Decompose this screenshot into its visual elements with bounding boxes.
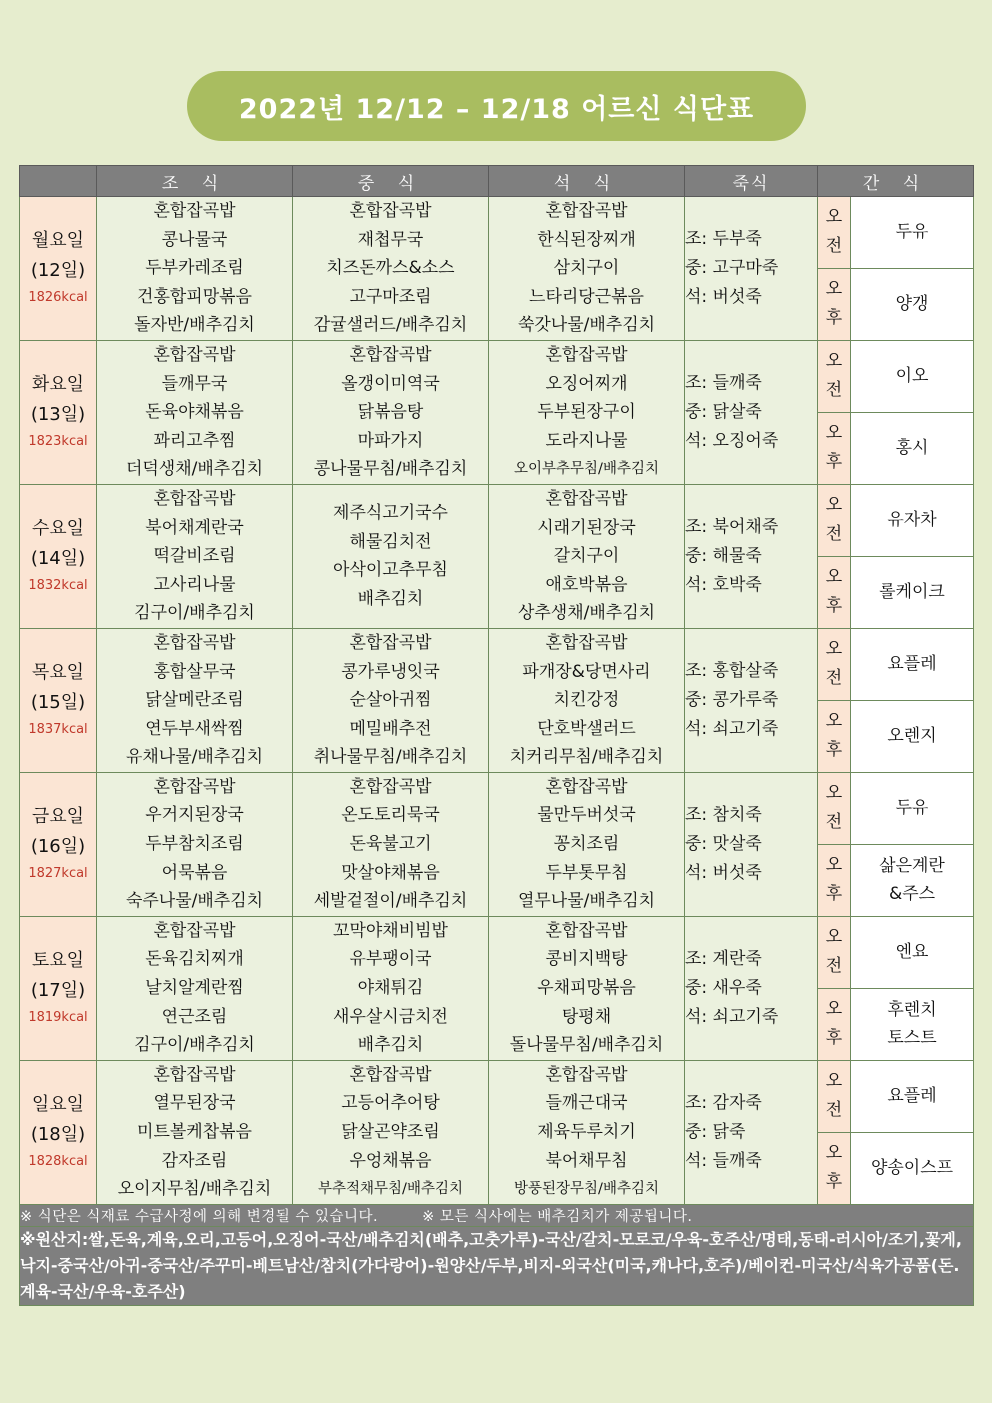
dish-item: 배추김치 (357, 589, 424, 610)
pm-label-char: 후 (825, 884, 843, 905)
day-cell (20, 484, 97, 628)
am-label (818, 484, 851, 556)
dish-item: 한식된장찌개 (537, 229, 636, 250)
dish-item: 혼합잡곡밥 (545, 344, 628, 365)
porridge-item: 조: 홍합살죽 (685, 660, 779, 681)
am-label-char: 오 (825, 207, 843, 228)
dish-item: 숙주나물/배추김치 (125, 891, 264, 912)
porridge-cell (685, 916, 818, 1060)
dish-item: 제주식고기국수 (333, 503, 448, 524)
dish-item: 야채튀김 (357, 978, 424, 999)
am-snack-text: 두유 (895, 798, 929, 819)
am-label (818, 340, 851, 412)
pm-label-char: 후 (825, 740, 843, 761)
porridge-item: 조: 북어채죽 (685, 516, 779, 537)
porridge-cell (685, 340, 818, 484)
pm-label-char: 오 (825, 855, 843, 876)
header-snack: 간 식 (818, 166, 974, 197)
pm-label (818, 988, 851, 1060)
porridge-item: 석: 버섯죽 (685, 862, 762, 883)
header-breakfast: 조 식 (97, 166, 293, 197)
pm-snack-text: 삶은계란 (879, 856, 945, 877)
change-note-text: ※ 식단은 식재료 수급사정에 의해 변경될 수 있습니다. (20, 1208, 379, 1225)
day-name: 목요일 (31, 662, 85, 684)
breakfast-cell (97, 772, 293, 916)
dish-item: 콩나물국 (161, 229, 228, 250)
dish-item: 유채나물/배추김치 (125, 747, 264, 768)
dish-item: 고구마조림 (349, 286, 432, 307)
dish-item: 두부참치조림 (145, 834, 244, 855)
dish-item: 혼합잡곡밥 (153, 776, 236, 797)
porridge-item: 중: 새우죽 (685, 977, 762, 998)
am-label (818, 628, 851, 700)
lunch-cell (293, 197, 489, 341)
dish-item: 돌나물무침/배추김치 (509, 1035, 664, 1056)
pm-snack-text: 양송이스프 (870, 1158, 954, 1179)
header-dinner: 석 식 (489, 166, 685, 197)
pm-label-char: 후 (825, 1028, 843, 1049)
am-snack-text: 요플레 (887, 654, 937, 675)
dish-item: 혼합잡곡밥 (545, 776, 628, 797)
dish-item: 돌자반/배추김치 (134, 315, 255, 336)
am-label-char: 오 (825, 1071, 843, 1092)
pm-snack (851, 268, 974, 340)
dish-item: 마파가지 (357, 430, 424, 451)
dish-item: 쑥갓나물/배추김치 (517, 315, 656, 336)
dish-item: 애호박볶음 (545, 574, 628, 595)
day-date: (16일) (30, 836, 86, 858)
dish-item: 감자조림 (161, 1150, 228, 1171)
dish-item: 혼합잡곡밥 (153, 201, 236, 221)
dish-item: 꼬막야채비빔밥 (333, 920, 448, 941)
am-label (818, 772, 851, 844)
origin-row (20, 1226, 974, 1305)
dish-item: 세발겉절이/배추김치 (313, 891, 468, 912)
day-kcal: 1827kcal (28, 866, 88, 882)
dinner-cell (489, 628, 685, 772)
dish-item: 혼합잡곡밥 (545, 632, 628, 653)
dish-item: 닭볶음탕 (357, 402, 424, 423)
dinner-cell (489, 1060, 685, 1204)
breakfast-cell (97, 340, 293, 484)
day-cell (20, 772, 97, 916)
day-name: 수요일 (31, 518, 85, 540)
pm-label-char: 오 (825, 423, 843, 444)
dish-item: 해물김치전 (349, 531, 432, 552)
pm-snack (851, 988, 974, 1060)
day-date: (17일) (30, 980, 86, 1002)
dish-item: 혼합잡곡밥 (349, 201, 432, 221)
dish-item: 닭살곤약조림 (341, 1122, 440, 1142)
day-cell (20, 1060, 97, 1204)
day-date: (12일) (30, 260, 86, 282)
dish-item: 메밀배추전 (349, 718, 432, 739)
day-kcal: 1828kcal (28, 1154, 88, 1170)
pm-snack-text: 오렌지 (887, 726, 937, 747)
pm-snack-text: 후렌치 (887, 1000, 937, 1021)
dish-item: 두부카레조림 (145, 258, 244, 279)
am-snack (851, 772, 974, 844)
day-kcal: 1819kcal (28, 1010, 88, 1026)
am-label (818, 916, 851, 988)
header-lunch: 중 식 (293, 166, 489, 197)
dish-item: 치킨강정 (553, 690, 620, 711)
pm-snack (851, 556, 974, 628)
breakfast-cell (97, 1060, 293, 1204)
dish-item: 상추생채/배추김치 (517, 603, 656, 624)
dish-item: 물만두버섯국 (537, 805, 636, 826)
dish-item: 들깨무국 (161, 373, 228, 394)
am-label-char: 전 (825, 236, 843, 257)
pm-snack-text: 홍시 (895, 438, 929, 459)
day-kcal: 1823kcal (28, 434, 88, 450)
pm-snack-text: 토스트 (887, 1028, 937, 1049)
am-snack (851, 197, 974, 269)
am-label (818, 197, 851, 269)
weekly-menu-table (19, 165, 974, 1306)
dish-item: 닭살메란조림 (145, 690, 244, 711)
am-label-char: 오 (825, 495, 843, 516)
am-label-char: 오 (825, 639, 843, 660)
dish-item: 북어채무침 (545, 1150, 628, 1171)
porridge-item: 석: 쇠고기죽 (685, 1006, 779, 1027)
dish-item: 돈육야채볶음 (145, 402, 244, 423)
pm-label-char: 오 (825, 567, 843, 588)
dish-item: 꽈리고추찜 (153, 430, 236, 451)
day-cell (20, 197, 97, 341)
porridge-item: 조: 들깨죽 (685, 372, 762, 393)
dish-item: 단호박샐러드 (537, 718, 636, 739)
porridge-item: 조: 감자죽 (685, 1092, 762, 1113)
lunch-cell (293, 340, 489, 484)
pm-label (818, 1132, 851, 1204)
dish-item: 혼합잡곡밥 (349, 632, 432, 653)
am-label-char: 전 (825, 812, 843, 833)
pm-snack (851, 844, 974, 916)
day-row-am (20, 340, 974, 412)
dish-item: 배추김치 (357, 1035, 424, 1056)
day-row-am (20, 628, 974, 700)
dish-item: 오이부추무침/배추김치 (514, 461, 659, 478)
breakfast-cell (97, 197, 293, 341)
day-kcal: 1837kcal (28, 722, 88, 738)
dish-item: 연근조림 (161, 1006, 228, 1027)
dinner-cell (489, 340, 685, 484)
porridge-item: 조: 두부죽 (685, 228, 762, 249)
dish-item: 새우살시금치전 (333, 1006, 448, 1027)
am-label-char: 전 (825, 1100, 843, 1121)
day-row-am (20, 1060, 974, 1132)
dish-item: 홍합살무국 (153, 661, 236, 682)
day-name: 월요일 (31, 230, 85, 252)
pm-label (818, 556, 851, 628)
dish-item: 치즈돈까스&소스 (326, 258, 455, 279)
dinner-cell (489, 484, 685, 628)
breakfast-cell (97, 628, 293, 772)
pm-label (818, 268, 851, 340)
porridge-item: 석: 들깨죽 (685, 1150, 762, 1171)
porridge-item: 석: 쇠고기죽 (685, 718, 779, 739)
dish-item: 혼합잡곡밥 (153, 632, 236, 653)
porridge-item: 석: 오징어죽 (685, 430, 779, 451)
dish-item: 유부팽이국 (349, 949, 432, 970)
am-snack-text: 유자차 (887, 510, 937, 531)
day-name: 토요일 (31, 950, 85, 972)
dinner-cell (489, 916, 685, 1060)
dish-item: 오이지무침/배추김치 (117, 1179, 272, 1200)
day-date: (13일) (30, 404, 86, 426)
pm-snack (851, 412, 974, 484)
dish-item: 순살아귀찜 (349, 690, 432, 711)
dish-item: 부추적채무침/배추김치 (318, 1181, 463, 1198)
pm-label-char: 후 (825, 308, 843, 329)
dish-item: 느타리당근볶음 (529, 286, 644, 307)
am-label-char: 전 (825, 668, 843, 689)
pm-label (818, 412, 851, 484)
dish-item: 열무나물/배추김치 (517, 891, 656, 912)
lunch-cell (293, 772, 489, 916)
am-label-char: 오 (825, 351, 843, 372)
am-snack-text: 두유 (895, 222, 929, 243)
dish-item: 혼합잡곡밥 (153, 1064, 236, 1085)
porridge-item: 중: 해물죽 (685, 545, 762, 566)
dish-item: 북어채계란국 (145, 517, 244, 538)
change-note (20, 1204, 974, 1226)
dish-item: 혼합잡곡밥 (153, 920, 236, 941)
porridge-item: 중: 콩가루죽 (685, 689, 779, 710)
day-date: (15일) (30, 692, 86, 714)
dish-item: 두부톳무침 (545, 862, 628, 883)
dish-item: 콩비지백탕 (545, 949, 628, 970)
dish-item: 혼합잡곡밥 (545, 1064, 628, 1085)
kimchi-note-text: ※ 모든 식사에는 배추김치가 제공됩니다. (422, 1208, 693, 1225)
day-kcal: 1826kcal (28, 290, 88, 306)
dish-item: 더덕생채/배추김치 (125, 459, 264, 480)
header-corner (20, 166, 97, 197)
day-cell (20, 628, 97, 772)
breakfast-cell (97, 916, 293, 1060)
lunch-cell (293, 916, 489, 1060)
porridge-item: 중: 닭죽 (685, 1121, 746, 1142)
dish-item: 연두부새싹찜 (145, 718, 244, 739)
dish-item: 갈치구이 (553, 546, 620, 567)
am-snack-text: 이오 (895, 366, 929, 387)
dish-item: 혼합잡곡밥 (545, 201, 628, 221)
dish-item: 미트볼케찹볶음 (137, 1122, 252, 1142)
page-title: 2022년 12/12 – 12/18 어르신 식단표 (187, 71, 806, 141)
am-snack (851, 340, 974, 412)
dish-item: 돈육불고기 (349, 834, 432, 855)
header-porridge: 죽식 (685, 166, 818, 197)
dish-item: 두부된장구이 (537, 402, 636, 423)
am-snack-text: 엔요 (895, 942, 929, 963)
dish-item: 김구이/배추김치 (134, 1035, 255, 1056)
pm-snack-text: 롤케이크 (879, 582, 945, 603)
am-snack (851, 628, 974, 700)
dish-item: 돈육김치찌개 (145, 949, 244, 970)
porridge-cell (685, 772, 818, 916)
lunch-cell (293, 628, 489, 772)
porridge-cell (685, 197, 818, 341)
dish-item: 콩나물무침/배추김치 (313, 459, 468, 480)
dish-item: 감귤샐러드/배추김치 (313, 315, 468, 336)
dish-item: 건홍합피망볶음 (137, 286, 252, 307)
dish-item: 고등어추어탕 (341, 1093, 440, 1114)
day-date: (14일) (30, 548, 86, 570)
dish-item: 맛살야채볶음 (341, 862, 440, 883)
pm-label-char: 오 (825, 279, 843, 300)
porridge-cell (685, 1060, 818, 1204)
dish-item: 올갱이미역국 (341, 373, 440, 394)
day-name: 화요일 (31, 374, 85, 396)
pm-snack (851, 700, 974, 772)
dish-item: 온도토리묵국 (341, 805, 440, 826)
dish-item: 삼치구이 (553, 258, 620, 279)
am-label-char: 전 (825, 956, 843, 977)
dish-item: 치커리무침/배추김치 (509, 747, 664, 768)
day-date: (18일) (30, 1124, 86, 1146)
pm-snack-text: &주스 (888, 884, 936, 905)
dish-item: 파개장&당면사리 (522, 661, 651, 682)
dinner-cell (489, 772, 685, 916)
dish-item: 혼합잡곡밥 (349, 344, 432, 365)
dish-item: 꽁치조림 (553, 834, 620, 855)
dinner-cell (489, 197, 685, 341)
pm-label (818, 700, 851, 772)
pm-label-char: 오 (825, 999, 843, 1020)
pm-label-char: 후 (825, 452, 843, 473)
dish-item: 도라지나물 (545, 430, 628, 451)
porridge-item: 중: 맛살죽 (685, 833, 762, 854)
header-row (20, 166, 974, 197)
pm-snack-text: 양갱 (895, 294, 929, 315)
lunch-cell (293, 484, 489, 628)
day-name: 금요일 (31, 806, 85, 828)
am-snack-text: 요플레 (887, 1086, 937, 1107)
dish-item: 혼합잡곡밥 (545, 488, 628, 509)
dish-item: 김구이/배추김치 (134, 603, 255, 624)
dish-item: 어묵볶음 (161, 862, 228, 883)
dish-item: 우채피망볶음 (537, 978, 636, 999)
dish-item: 혼합잡곡밥 (153, 488, 236, 509)
porridge-item: 조: 참치죽 (685, 804, 762, 825)
day-row-am (20, 772, 974, 844)
dish-item: 오징어찌개 (545, 373, 628, 394)
porridge-item: 중: 고구마죽 (685, 257, 779, 278)
dish-item: 취나물무침/배추김치 (313, 747, 468, 768)
dish-item: 혼합잡곡밥 (349, 776, 432, 797)
lunch-cell (293, 1060, 489, 1204)
day-row-am (20, 916, 974, 988)
dish-item: 시래기된장국 (537, 517, 636, 538)
dish-item: 콩가루냉잇국 (341, 661, 440, 682)
porridge-cell (685, 484, 818, 628)
breakfast-cell (97, 484, 293, 628)
porridge-cell (685, 628, 818, 772)
pm-label-char: 오 (825, 711, 843, 732)
day-cell (20, 916, 97, 1060)
dish-item: 탕평채 (561, 1006, 612, 1027)
am-label-char: 전 (825, 380, 843, 401)
porridge-item: 조: 계란죽 (685, 948, 762, 969)
dish-item: 떡갈비조림 (153, 546, 236, 567)
pm-label-char: 오 (825, 1143, 843, 1164)
dish-item: 우엉채볶음 (349, 1150, 432, 1171)
dish-item: 혼합잡곡밥 (349, 1064, 432, 1085)
dish-item: 들깨근대국 (545, 1093, 628, 1114)
dish-item: 우거지된장국 (145, 805, 244, 826)
am-label-char: 전 (825, 524, 843, 545)
porridge-item: 석: 호박죽 (685, 574, 762, 595)
dish-item: 고사리나물 (153, 574, 236, 595)
dish-item: 방풍된장무침/배추김치 (514, 1181, 659, 1198)
pm-label-char: 후 (825, 596, 843, 617)
pm-label (818, 844, 851, 916)
porridge-item: 석: 버섯죽 (685, 286, 762, 307)
origin-note: ※원산지:쌀,돈육,계육,오리,고등어,오징어-국산/배추김치(배추,고춧가루)-국산/갈치-모로코/우육-호주산/명태,동태-러시아/조기,꽃게,낙지-중국산/아귀-중국산/주꾸미-베트남산/참치(가다랑어)-원양산/두부,비지-외국산(미국,캐나다,호주)/베이컨-미국산/식육가공품(돈.계육-국산/우육-호주산) (20, 1226, 974, 1305)
day-cell (20, 340, 97, 484)
note-row (20, 1204, 974, 1226)
dish-item: 재첩무국 (357, 229, 424, 250)
day-row-am (20, 197, 974, 269)
dish-item: 혼합잡곡밥 (545, 920, 628, 941)
day-name: 일요일 (31, 1094, 85, 1116)
pm-label-char: 후 (825, 1172, 843, 1193)
day-row-am (20, 484, 974, 556)
dish-item: 아삭이고추무침 (333, 560, 448, 581)
am-label (818, 1060, 851, 1132)
day-kcal: 1832kcal (28, 578, 88, 594)
pm-snack (851, 1132, 974, 1204)
dish-item: 열무된장국 (153, 1093, 236, 1114)
porridge-item: 중: 닭살죽 (685, 401, 762, 422)
am-snack (851, 484, 974, 556)
am-snack (851, 1060, 974, 1132)
am-snack (851, 916, 974, 988)
am-label-char: 오 (825, 927, 843, 948)
dish-item: 혼합잡곡밥 (153, 344, 236, 365)
dish-item: 날치알계란찜 (145, 978, 244, 999)
am-label-char: 오 (825, 783, 843, 804)
dish-item: 제육두루치기 (537, 1122, 636, 1142)
